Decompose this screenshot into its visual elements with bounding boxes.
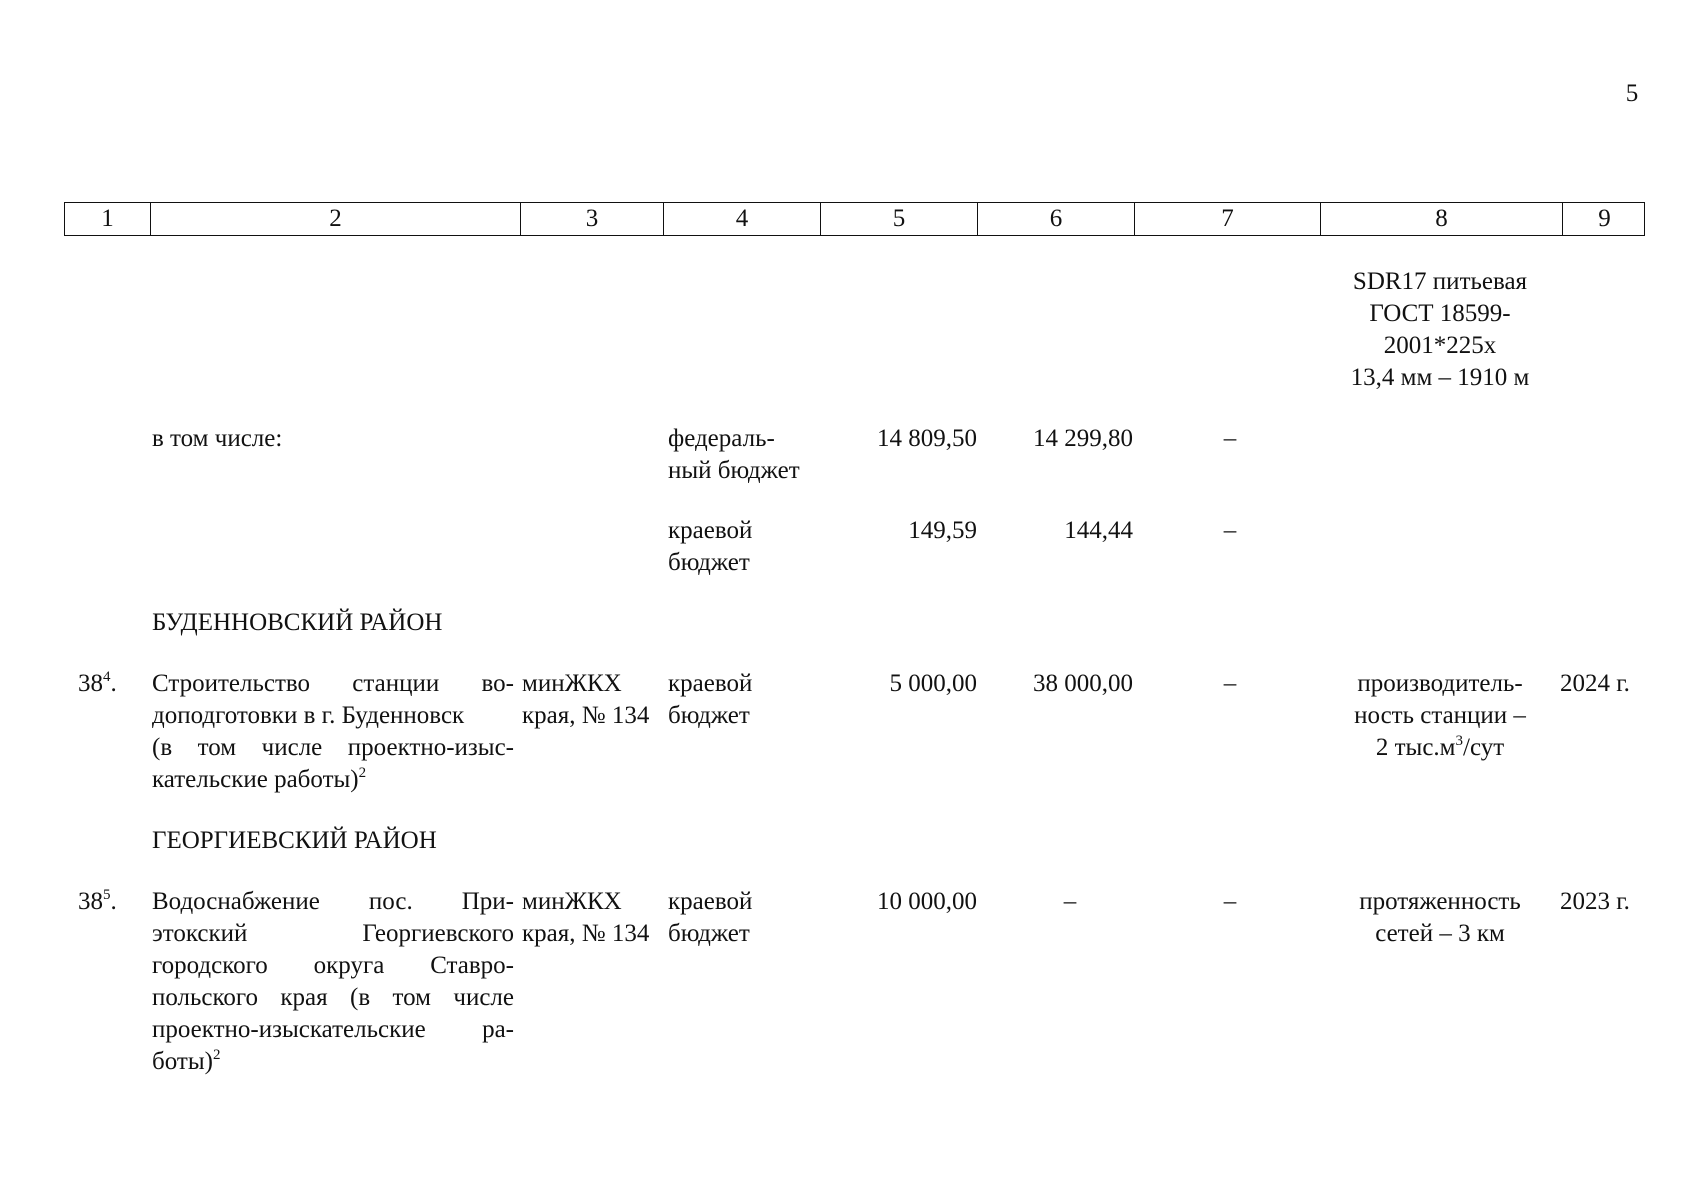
result-line: производитель- xyxy=(1357,670,1523,697)
item-name-line: Водоснабжение пос. При- xyxy=(152,888,514,915)
amount-col6: 144,44 xyxy=(1064,517,1133,544)
executor-line: края, № 134 xyxy=(522,702,650,729)
result-line: сетей – 3 км xyxy=(1375,920,1505,947)
item-name-line: проектно-изыскательские ра- xyxy=(152,1016,514,1043)
amount-col5: 10 000,00 xyxy=(877,888,977,915)
amount-col7: – xyxy=(1223,670,1237,697)
amount-col5: 149,59 xyxy=(908,517,977,544)
item-number-suffix: . xyxy=(110,888,117,915)
result-text: /сут xyxy=(1463,734,1505,761)
header-cell-3: 3 xyxy=(520,203,663,235)
funding-source xyxy=(668,515,823,579)
item-name-line: (в том числе проектно-изыс- xyxy=(152,734,514,761)
header-cell-4: 4 xyxy=(663,203,820,235)
result-text: 2 тыс.м xyxy=(1375,734,1456,761)
funding-source-line: краевой xyxy=(668,517,753,544)
header-cell-5: 5 xyxy=(820,203,977,235)
table-header-row xyxy=(64,202,1645,236)
item-number-sup: 4 xyxy=(103,669,111,685)
item-number-value: 38 xyxy=(78,888,103,915)
funding-source-line: ный бюджет xyxy=(668,457,800,484)
executor-line: минЖКХ xyxy=(522,670,622,697)
item-number-suffix: . xyxy=(110,670,117,697)
item-name-text: кательские работы) xyxy=(152,766,359,793)
header-cell-2: 2 xyxy=(150,203,520,235)
item-name-line: доподготовки в г. Буденновск xyxy=(152,702,465,729)
item-name-line: городского округа Ставро- xyxy=(152,952,514,979)
amount-col7: – xyxy=(1223,425,1237,452)
result-line: протяженность xyxy=(1359,888,1521,915)
funding-source-line: краевой xyxy=(668,888,753,915)
page-number: 5 xyxy=(1625,80,1639,107)
result-sup: 3 xyxy=(1455,733,1463,749)
continuation-col8-line: SDR17 питьевая xyxy=(1352,268,1528,295)
amount-col7: – xyxy=(1223,517,1237,544)
executor xyxy=(522,668,662,732)
funding-source-line: краевой xyxy=(668,670,753,697)
funding-source xyxy=(668,886,823,950)
funding-source-line: федераль- xyxy=(668,425,775,452)
result-indicator xyxy=(1320,668,1560,764)
funding-source-line: бюджет xyxy=(668,920,750,947)
item-name xyxy=(152,886,514,1078)
header-cell-7: 7 xyxy=(1134,203,1320,235)
result-indicator xyxy=(1320,886,1560,950)
year: 2024 г. xyxy=(1560,670,1630,697)
year: 2023 г. xyxy=(1560,888,1630,915)
continuation-col8-line: 2001*225х xyxy=(1383,332,1497,359)
continuation-col8-line: ГОСТ 18599- xyxy=(1369,300,1511,327)
continuation-col8-line: 13,4 мм – 1910 м xyxy=(1350,364,1530,391)
item-name-line-last xyxy=(152,1046,514,1078)
item-number-sup: 5 xyxy=(103,887,111,903)
header-cell-9: 9 xyxy=(1562,203,1646,235)
header-cell-1: 1 xyxy=(101,205,114,232)
result-line: ность станции – xyxy=(1354,702,1526,729)
amount-col6: 14 299,80 xyxy=(1033,425,1133,452)
section-title: ГЕОРГИЕВСКИЙ РАЙОН xyxy=(152,827,437,854)
item-name-line: этокский Георгиевского xyxy=(152,920,514,947)
amount-col7: – xyxy=(1223,888,1237,915)
header-cell-8: 8 xyxy=(1320,203,1562,235)
item-name xyxy=(152,668,514,796)
amount-col6: 38 000,00 xyxy=(1033,670,1133,697)
in-total-label: в том числе: xyxy=(152,425,283,452)
item-name-line: Строительство станции во- xyxy=(152,670,514,697)
item-number xyxy=(78,886,152,918)
item-number xyxy=(78,668,152,700)
funding-source xyxy=(668,423,823,487)
amount-col6: – xyxy=(1063,888,1077,915)
item-name-sup: 2 xyxy=(212,1047,221,1063)
section-title: БУДЕННОВСКИЙ РАЙОН xyxy=(152,609,443,636)
item-name-sup: 2 xyxy=(358,765,367,781)
item-name-line-last xyxy=(152,764,514,796)
item-name-text: боты) xyxy=(152,1048,213,1075)
result-line xyxy=(1320,732,1560,764)
item-name-line: польского края (в том числе xyxy=(152,984,514,1011)
executor xyxy=(522,886,662,950)
executor-line: минЖКХ xyxy=(522,888,622,915)
executor-line: края, № 134 xyxy=(522,920,650,947)
funding-source-line: бюджет xyxy=(668,549,750,576)
header-cell-6: 6 xyxy=(977,203,1134,235)
item-number-value: 38 xyxy=(78,670,103,697)
amount-col5: 5 000,00 xyxy=(889,670,977,697)
continuation-col8 xyxy=(1320,266,1560,394)
amount-col5: 14 809,50 xyxy=(877,425,977,452)
funding-source xyxy=(668,668,823,732)
funding-source-line: бюджет xyxy=(668,702,750,729)
